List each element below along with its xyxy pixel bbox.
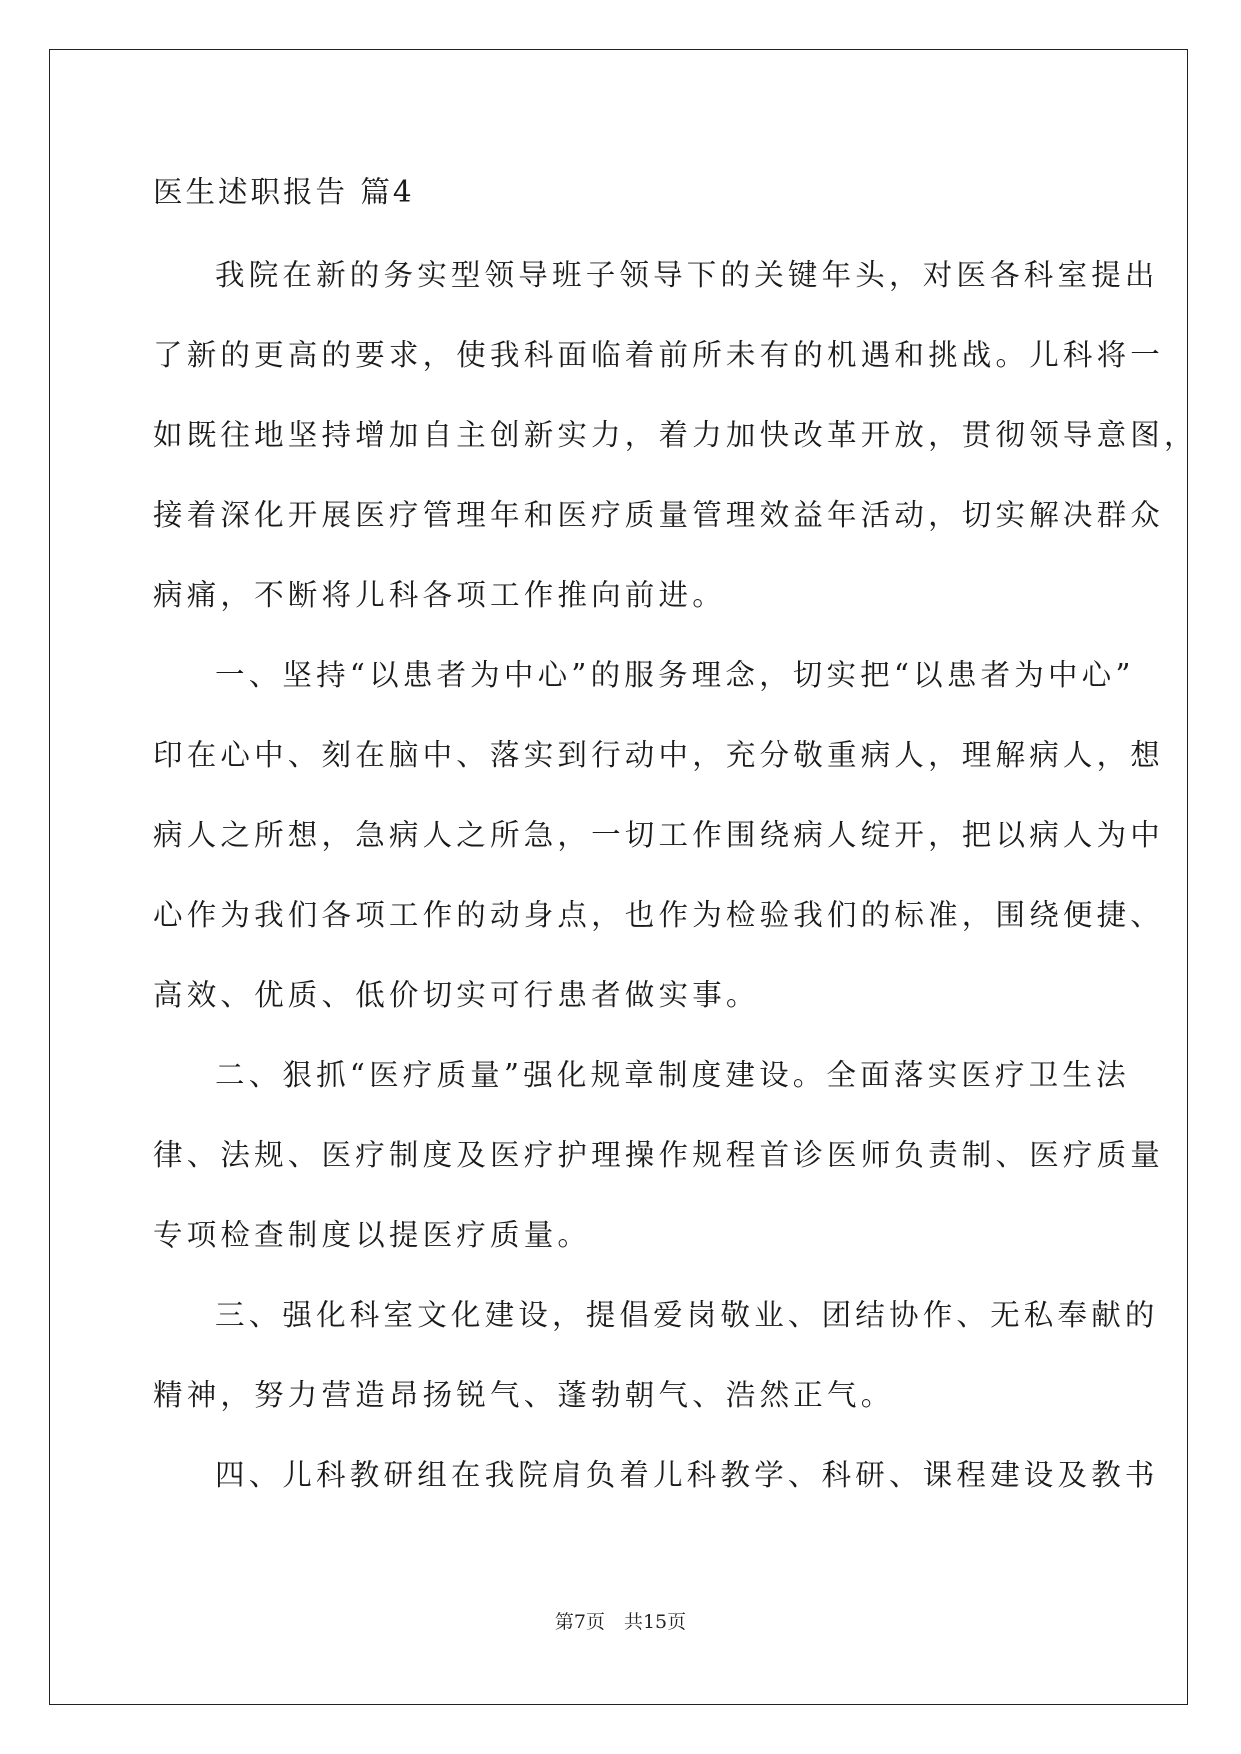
paragraph-5-line-1: 四、儿科教研组在我院肩负着儿科教学、科研、课程建设及教书 [215, 1458, 1159, 1492]
paragraph-3-line-2: 律、法规、医疗制度及医疗护理操作规程首诊医师负责制、医疗质量 [153, 1138, 1165, 1172]
paragraph-1-line-1: 我院在新的务实型领导班子领导下的关键年头，对医各科室提出 [215, 258, 1159, 292]
paragraph-2-line-2: 印在心中、刻在脑中、落实到行动中，充分敬重病人，理解病人，想 [153, 738, 1165, 772]
paragraph-1-line-3: 如既往地坚持增加自主创新实力，着力加快改革开放，贯彻领导意图， [153, 418, 1198, 452]
paragraph-2-line-4: 心作为我们各项工作的动身点，也作为检验我们的标准，围绕便捷、 [153, 898, 1165, 932]
paragraph-1-line-4: 接着深化开展医疗管理年和医疗质量管理效益年活动，切实解决群众 [153, 498, 1165, 532]
paragraph-3-line-3: 专项检查制度以提医疗质量。 [153, 1218, 592, 1252]
paragraph-4-line-1: 三、强化科室文化建设，提倡爱岗敬业、团结协作、无私奉献的 [215, 1298, 1159, 1332]
paragraph-4-line-2: 精神，努力营造昂扬锐气、蓬勃朝气、浩然正气。 [153, 1378, 895, 1412]
document-title: 医生述职报告 篇4 [153, 175, 415, 209]
paragraph-3-line-1: 二、狠抓“医疗质量”强化规章制度建设。全面落实医疗卫生法 [215, 1058, 1130, 1092]
paragraph-1-line-5: 病痛，不断将儿科各项工作推向前进。 [153, 578, 726, 612]
page-number-footer: 第7页 共15页 [554, 1611, 687, 1633]
paragraph-1-line-2: 了新的更高的要求，使我科面临着前所未有的机遇和挑战。儿科将一 [153, 338, 1165, 372]
paragraph-2-line-5: 高效、优质、低价切实可行患者做实事。 [153, 978, 760, 1012]
paragraph-2-line-1: 一、坚持“以患者为中心”的服务理念，切实把“以患者为中心” [215, 658, 1135, 692]
paragraph-2-line-3: 病人之所想，急病人之所急，一切工作围绕病人绽开，把以病人为中 [153, 818, 1165, 852]
